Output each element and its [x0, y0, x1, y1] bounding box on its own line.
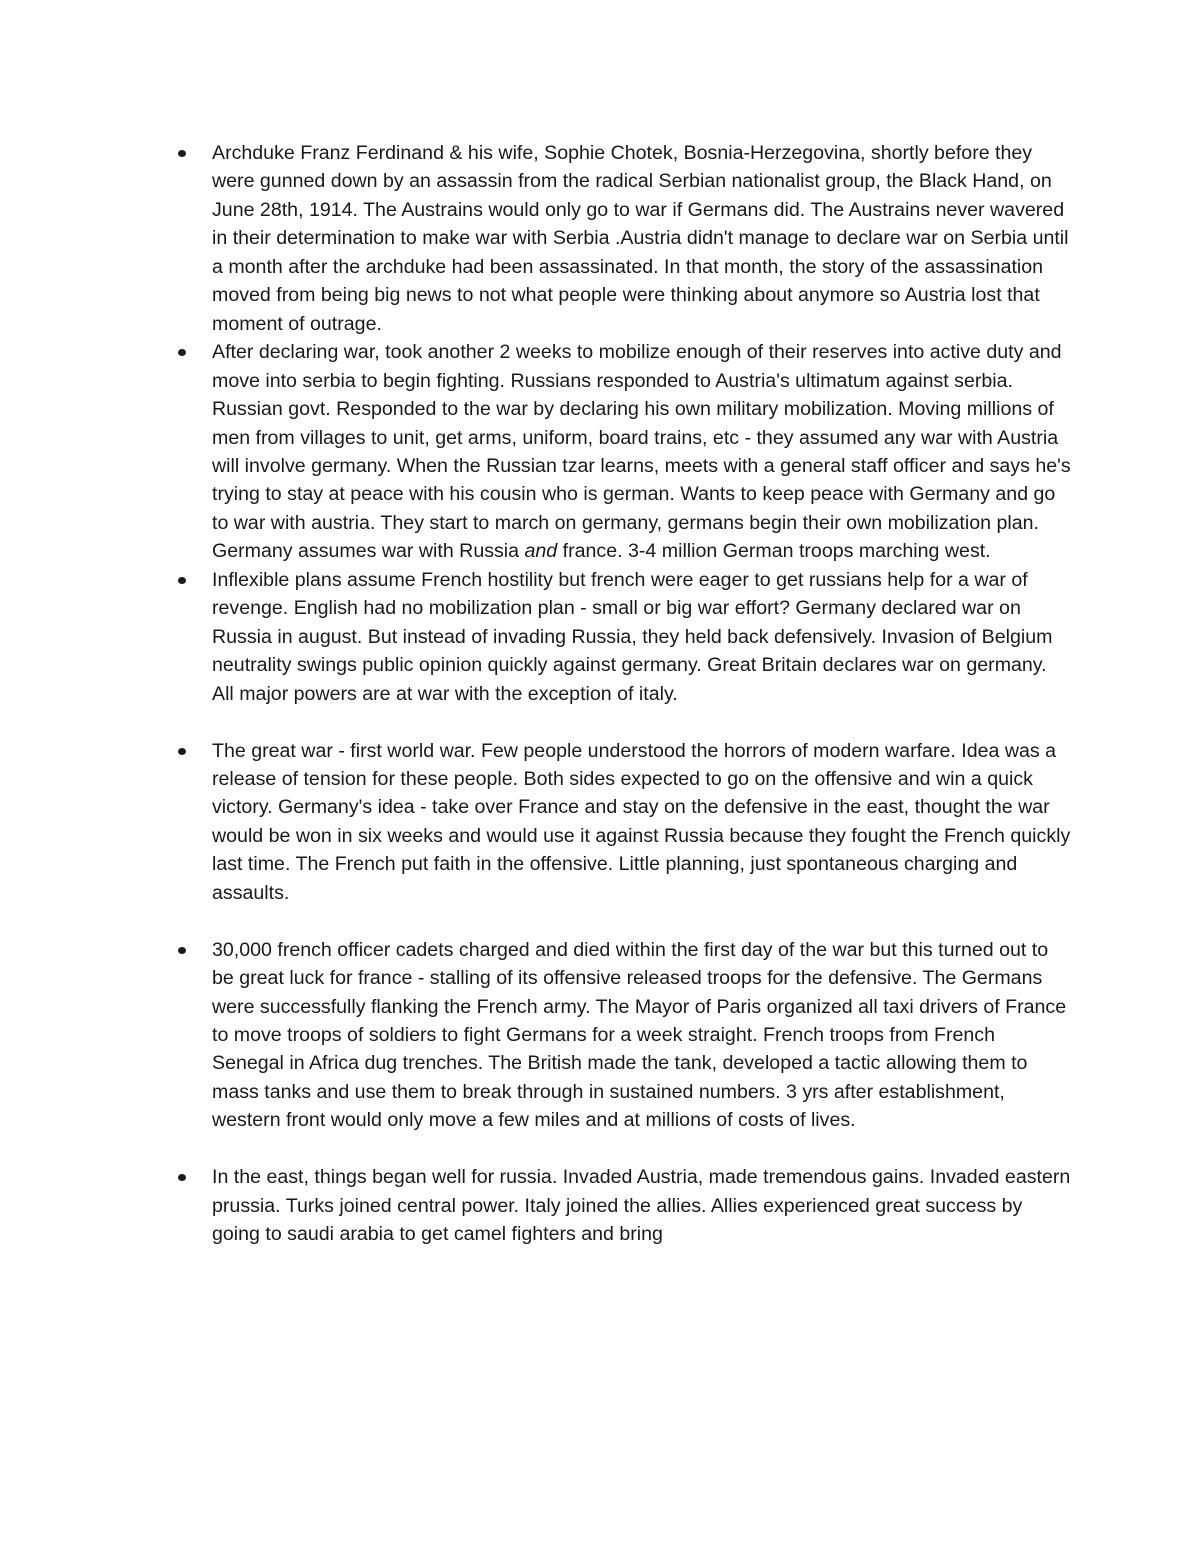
- list-item-text: Inflexible plans assume French hostility but french were eager to get russians help for a war of revenge. English had no mobilization plan - small or big war effort? Germany declared war on Russia in august. But instead of invading Russia, they held back defensively. Invasion of Belgium neutrality swings public opinion quickly against germany. Great Britain declares war on germany. All major powers are at war with the exception of italy.: [212, 568, 1053, 705]
- list-item-text: [212, 338, 1072, 566]
- bullet-icon: [178, 150, 186, 157]
- list-item: [0, 737, 1072, 908]
- bullet-icon: [178, 577, 186, 584]
- list-item-text: In the east, things began well for russia. Invaded Austria, made tremendous gains. Invaded eastern prussia. Turks joined central power. Italy joined the allies. Allies experienced great success by going to saudi arabia to get camel fighters and bring: [212, 1166, 1071, 1246]
- list-item: [0, 1163, 1072, 1248]
- list-item: [0, 338, 1072, 566]
- list-item: [0, 936, 1072, 1135]
- list-item-text: 30,000 french officer cadets charged and died within the first day of the war but this turned out to be great luck for france - stalling of its offensive released troops for the defensive. The Germans were successfully flanking the French army. The Mayor of Paris organized all taxi drivers of France to move troops of soldiers to fight Germans for a week straight. French troops from French Senegal in Africa dug trenches. The British made the tank, developed a tactic allowing them to mass tanks and use them to break through in sustained numbers. 3 yrs after establishment, western front would only move a few miles and at millions of costs of lives.: [212, 938, 1067, 1132]
- bullet-icon: [178, 1174, 186, 1181]
- list-item: [0, 566, 1072, 708]
- bullet-list: [0, 139, 1200, 1249]
- list-item-text: Archduke Franz Ferdinand & his wife, Sophie Chotek, Bosnia-Herzegovina, shortly before they were gunned down by an assassin from the radical Serbian nationalist group, the Black Hand, on June 28th, 1914. The Austrains would only go to war if Germans did. The Austrains never wavered in their determination to make war with Serbia .Austria didn't manage to declare war on Serbia until a month after the archduke had been assassinated. In that month, the story of the assassination moved from being big news to not what people were thinking about anymore so Austria lost that moment of outrage.: [212, 142, 1069, 335]
- bullet-icon: [178, 748, 186, 755]
- list-item-text-part: france. 3-4 million German troops marching west.: [557, 540, 991, 563]
- bullet-icon: [178, 947, 186, 954]
- list-item-text: The great war - first world war. Few people understood the horrors of modern warfare. Idea was a release of tension for these people. Both sides expected to go on the offensive and win a quick victory. Germany's idea - take over France and stay on the defensive in the east, thought the war would be won in six weeks and would use it against Russia because they fought the French quickly last time. The French put faith in the offensive. Little planning, just spontaneous charging and assaults.: [212, 739, 1071, 904]
- list-item-text-part: After declaring war, took another 2 weeks to mobilize enough of their reserves into active duty and move into serbia to begin fighting. Russians responded to Austria's ultimatum against serbia. Russian govt. Responded to the war by declaring his own military mobilization. Moving millions of men from villages to unit, get arms, uniform, board trains, etc - they assumed any war with Austria will involve germany. When the Russian tzar learns, meets with a general staff officer and says he's trying to stay at peace with his cousin who is german. Wants to keep peace with Germany and go to war with austria. They start to march on germany, germans begin their own mobilization plan. Germany assumes war with Russia: [212, 341, 1071, 563]
- list-item: [0, 139, 1072, 338]
- italic-word: and: [524, 540, 558, 563]
- bullet-icon: [178, 349, 186, 356]
